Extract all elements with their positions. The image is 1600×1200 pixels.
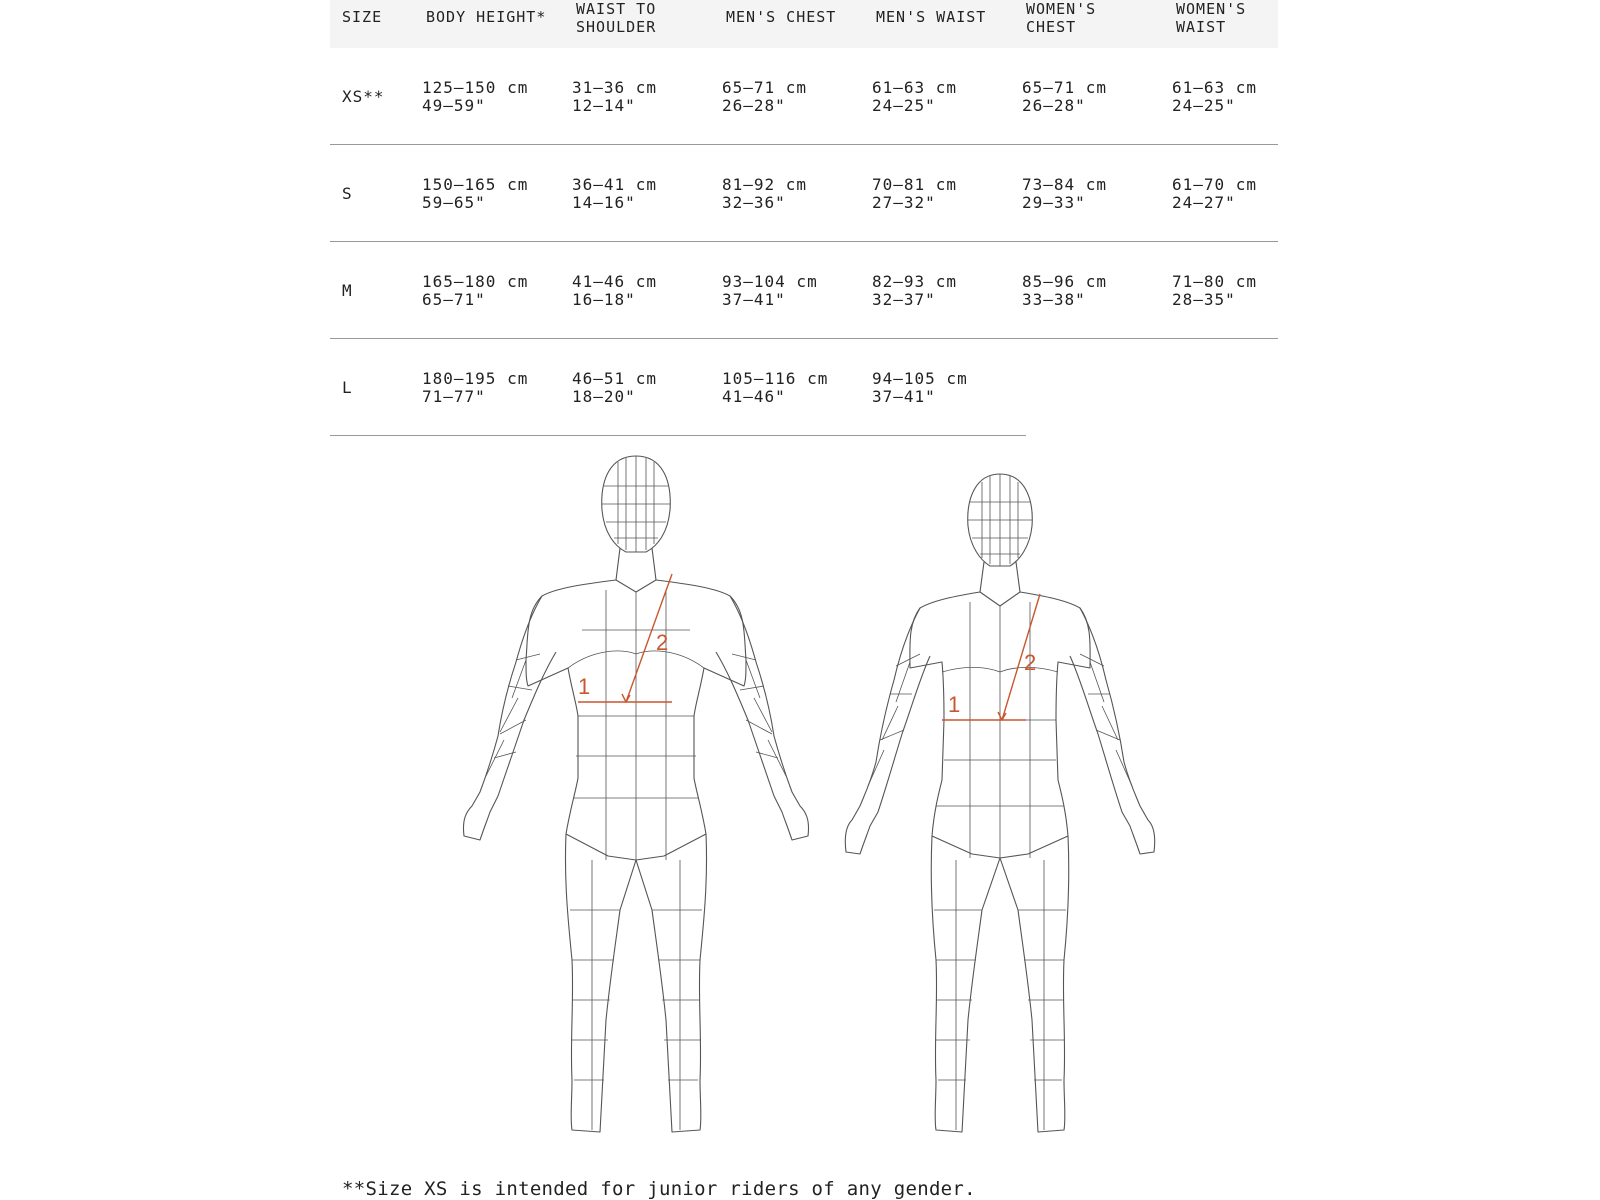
- size-cell: S: [342, 184, 353, 203]
- measurement-cell: [1022, 273, 1107, 309]
- imperial-value: 41–46": [722, 387, 786, 406]
- imperial-value: 24–27": [1172, 193, 1236, 212]
- male-right-arm: [716, 596, 809, 840]
- female-left-arm: [845, 608, 930, 854]
- metric-value: 93–104 cm: [722, 272, 818, 291]
- measurement-cell: [572, 370, 657, 406]
- table-row: [330, 339, 1026, 436]
- metric-value: 70–81 cm: [872, 175, 958, 194]
- metric-value: 81–92 cm: [722, 175, 808, 194]
- metric-value: 65–71 cm: [1022, 78, 1108, 97]
- imperial-value: 16–18": [572, 290, 636, 309]
- metric-value: 165–180 cm: [422, 272, 529, 291]
- table-body: [330, 48, 1278, 436]
- metric-value: 150–165 cm: [422, 175, 529, 194]
- measurement-cell: [1172, 79, 1257, 115]
- measurement-cell: [1022, 176, 1107, 212]
- imperial-value: 33–38": [1022, 290, 1086, 309]
- imperial-value: 29–33": [1022, 193, 1086, 212]
- measurement-cell: [872, 176, 957, 212]
- table-header-row: [330, 0, 1278, 48]
- measurement-cell: [722, 176, 807, 212]
- metric-value: 65–71 cm: [722, 78, 808, 97]
- male-legs: [565, 834, 706, 1132]
- imperial-value: 28–35": [1172, 290, 1236, 309]
- header-mens-chest: MEN'S CHEST: [726, 8, 837, 26]
- measurement-cell: [422, 79, 528, 115]
- measurement-cell: [422, 370, 528, 406]
- metric-value: 61–63 cm: [872, 78, 958, 97]
- measurement-cell: [1022, 79, 1107, 115]
- header-womens-waist: WOMEN'S WAIST: [1176, 0, 1247, 36]
- metric-value: 61–63 cm: [1172, 78, 1258, 97]
- measurement-cell: [1172, 273, 1257, 309]
- measurement-cell: [722, 370, 828, 406]
- female-marker-1: 1: [948, 692, 961, 717]
- imperial-value: 27–32": [872, 193, 936, 212]
- header-waist-to-shoulder: WAIST TO SHOULDER: [576, 0, 657, 36]
- metric-value: 36–41 cm: [572, 175, 658, 194]
- measurement-cell: [422, 176, 528, 212]
- measurement-cell: [572, 273, 657, 309]
- male-marker-1: 1: [578, 674, 591, 699]
- measurement-cell: [872, 370, 968, 406]
- measurement-cell: [722, 79, 807, 115]
- metric-value: 31–36 cm: [572, 78, 658, 97]
- metric-value: 180–195 cm: [422, 369, 529, 388]
- female-figure: [845, 474, 1155, 1132]
- imperial-value: 49–59": [422, 96, 486, 115]
- header-body-height: BODY HEIGHT*: [426, 8, 547, 26]
- metric-value: 46–51 cm: [572, 369, 658, 388]
- imperial-value: 24–25": [872, 96, 936, 115]
- measurement-cell: [872, 79, 957, 115]
- metric-value: 61–70 cm: [1172, 175, 1258, 194]
- imperial-value: 32–37": [872, 290, 936, 309]
- size-cell: XS**: [342, 87, 385, 106]
- metric-value: 94–105 cm: [872, 369, 968, 388]
- footnote: **Size XS is intended for junior riders of any gender.: [342, 1178, 976, 1200]
- header-mens-waist: MEN'S WAIST: [876, 8, 987, 26]
- imperial-value: 12–14": [572, 96, 636, 115]
- metric-value: 82–93 cm: [872, 272, 958, 291]
- measurement-cell: [872, 273, 957, 309]
- imperial-value: 32–36": [722, 193, 786, 212]
- imperial-value: 26–28": [1022, 96, 1086, 115]
- size-cell: M: [342, 281, 353, 300]
- size-cell: L: [342, 378, 353, 397]
- female-legs: [931, 836, 1069, 1132]
- header-womens-chest: WOMEN'S CHEST: [1026, 0, 1097, 36]
- imperial-value: 26–28": [722, 96, 786, 115]
- imperial-value: 37–41": [722, 290, 786, 309]
- metric-value: 41–46 cm: [572, 272, 658, 291]
- female-marker-2: 2: [1024, 650, 1037, 675]
- measurement-cell: [722, 273, 818, 309]
- metric-value: 105–116 cm: [722, 369, 829, 388]
- figures-illustration: [330, 440, 1278, 1160]
- measurement-cell: [1172, 176, 1257, 212]
- measurement-cell: [572, 176, 657, 212]
- measurement-cell: [572, 79, 657, 115]
- metric-value: 125–150 cm: [422, 78, 529, 97]
- table-row: [330, 145, 1278, 242]
- body-measurement-figures: [330, 440, 1278, 1160]
- measurement-cell: [422, 273, 528, 309]
- metric-value: 71–80 cm: [1172, 272, 1258, 291]
- imperial-value: 65–71": [422, 290, 486, 309]
- male-figure: [463, 456, 808, 1132]
- imperial-value: 59–65": [422, 193, 486, 212]
- metric-value: 85–96 cm: [1022, 272, 1108, 291]
- male-left-arm: [463, 596, 556, 840]
- imperial-value: 18–20": [572, 387, 636, 406]
- table-row: [330, 48, 1278, 145]
- male-marker-2: 2: [656, 630, 669, 655]
- header-size: SIZE: [342, 8, 383, 26]
- imperial-value: 71–77": [422, 387, 486, 406]
- size-chart-table: [330, 0, 1278, 436]
- table-row: [330, 242, 1278, 339]
- imperial-value: 37–41": [872, 387, 936, 406]
- metric-value: 73–84 cm: [1022, 175, 1108, 194]
- imperial-value: 14–16": [572, 193, 636, 212]
- female-right-arm: [1070, 608, 1155, 854]
- imperial-value: 24–25": [1172, 96, 1236, 115]
